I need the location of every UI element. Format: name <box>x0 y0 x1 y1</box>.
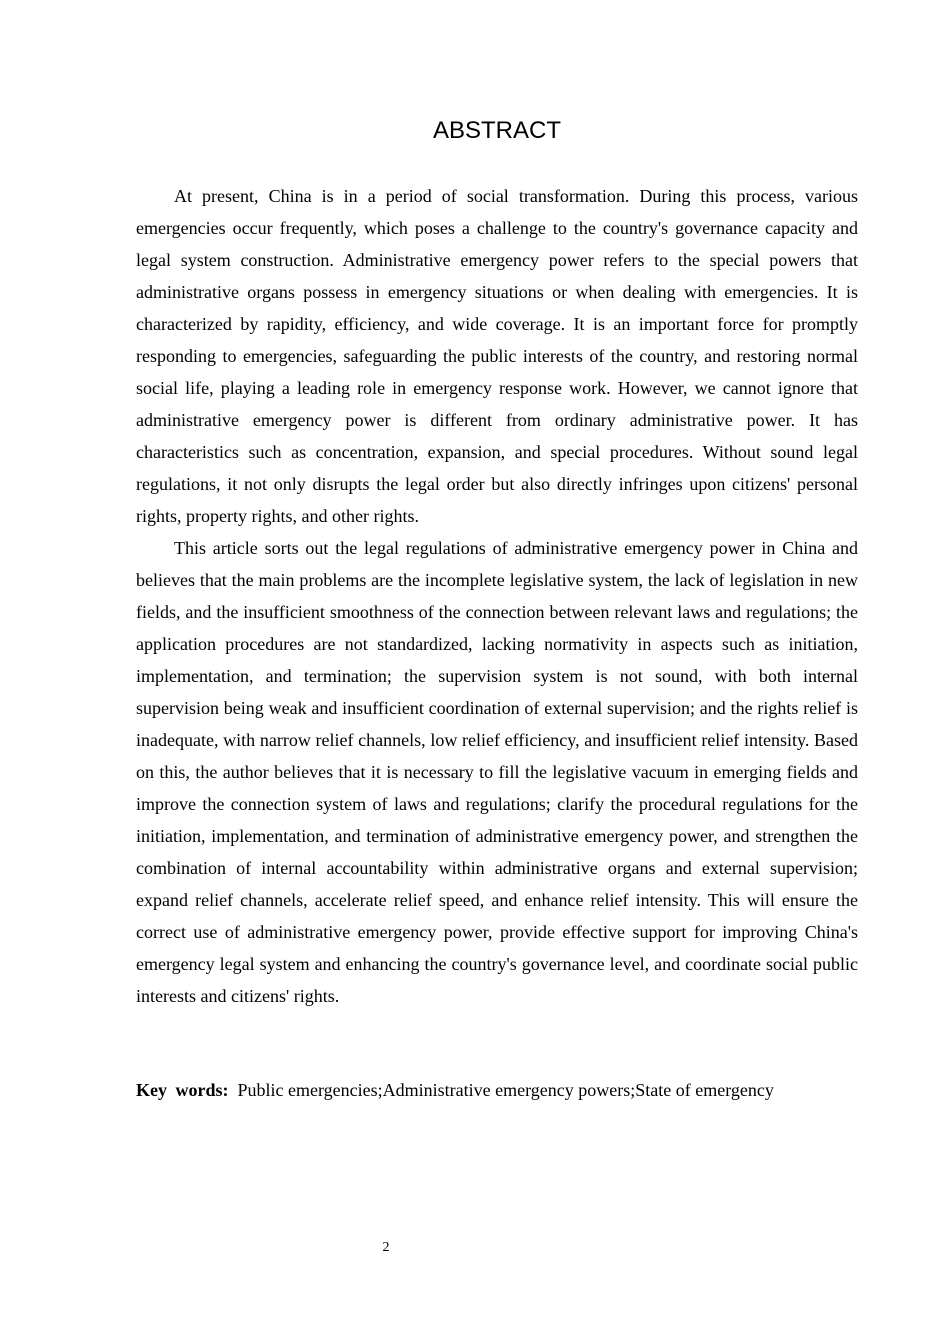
keywords-value: Public emergencies;Administrative emergency powers;State of emergency <box>237 1080 774 1100</box>
abstract-body <box>136 180 858 1012</box>
page-number: 2 <box>382 1240 390 1255</box>
keywords-line <box>136 1074 858 1106</box>
abstract-paragraph-1: At present, China is in a period of social transformation. During this process, various emergencies occur frequently, which poses a challenge to the country's governance capacity and legal system construction. Administrative emergency power refers to the special powers that administrative organs possess in emergency situations or when dealing with emergencies. It is characterized by rapidity, efficiency, and wide coverage. It is an important force for promptly responding to emergencies, safeguarding the public interests of the country, and restoring normal social life, playing a leading role in emergency response work. However, we cannot ignore that administrative emergency power is different from ordinary administrative power. It has characteristics such as concentration, expansion, and special procedures. Without sound legal regulations, it not only disrupts the legal order but also directly infringes upon citizens' personal rights, property rights, and other rights. <box>136 186 858 526</box>
abstract-title: ABSTRACT <box>432 117 561 144</box>
abstract-paragraph-2: This article sorts out the legal regulations of administrative emergency power in China and believes that the main problems are the incomplete legislative system, the lack of legislation in new fields, and the insufficient smoothness of the connection between relevant laws and regulations; the application procedures are not standardized, lacking normativity in aspects such as initiation, implementation, and termination; the supervision system is not sound, with both internal supervision being weak and insufficient coordination of external supervision; and the rights relief is inadequate, with narrow relief channels, low relief efficiency, and insufficient relief intensity. Based on this, the author believes that it is necessary to fill the legislative vacuum in emerging fields and improve the connection system of laws and regulations; clarify the procedural regulations for the initiation, implementation, and termination of administrative emergency power, and strengthen the combination of internal accountability within administrative organs and external supervision; expand relief channels, accelerate relief speed, and enhance relief intensity. This will ensure the correct use of administrative emergency power, provide effective support for improving China's emergency legal system and enhancing the country's governance level, and coordinate social public interests and citizens' rights. <box>136 538 858 1006</box>
keywords-label: Key words: <box>136 1080 229 1100</box>
